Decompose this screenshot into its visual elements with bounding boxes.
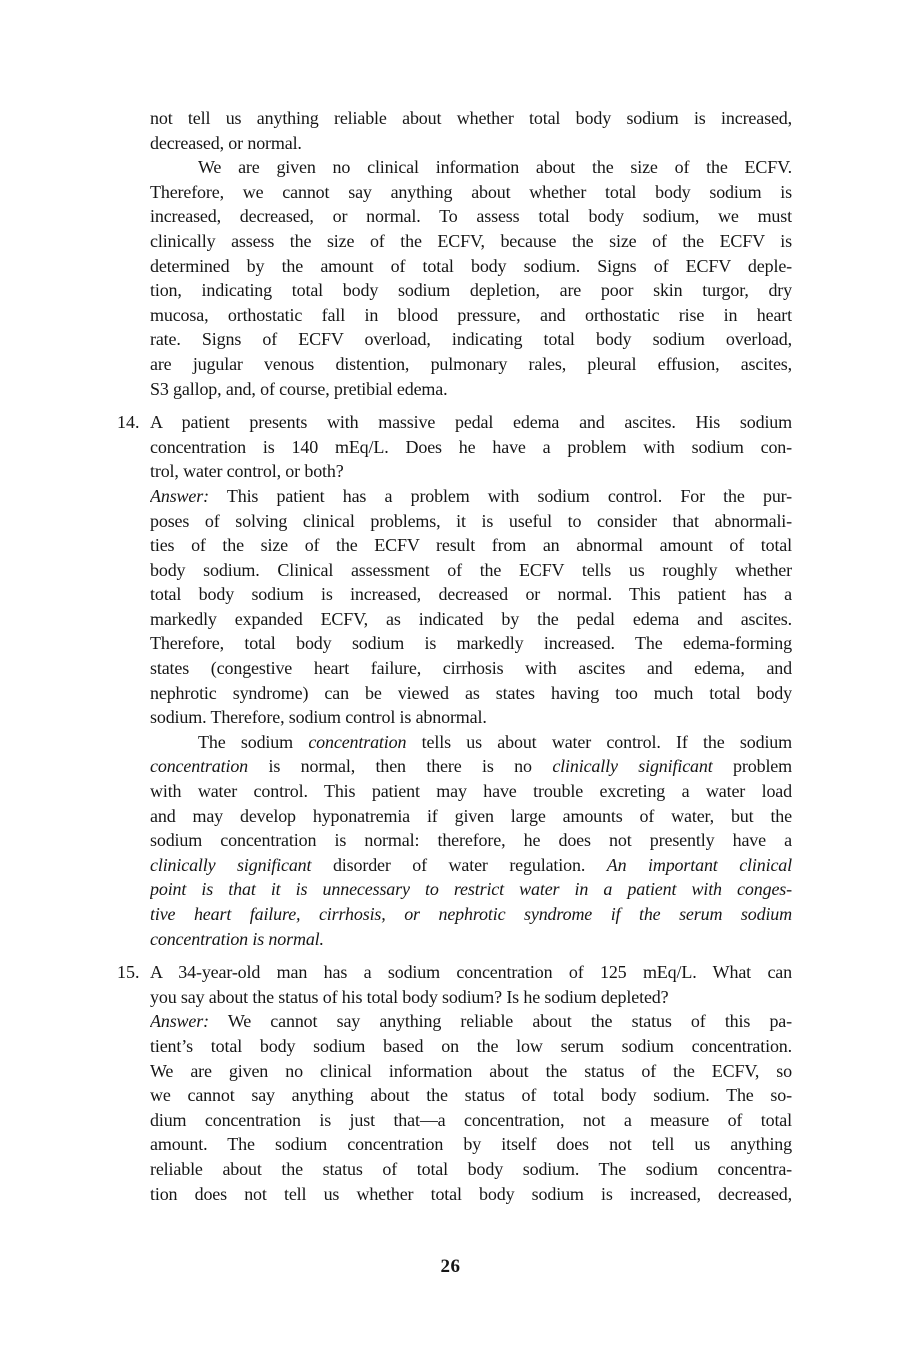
text-segment: we cannot say anything about the status of total body sodium. The so- bbox=[150, 1085, 792, 1106]
text-line bbox=[150, 1108, 792, 1133]
text-line bbox=[150, 106, 792, 131]
text-segment: sodium concentration is normal: therefore, he does not presently have a bbox=[150, 830, 792, 851]
italic-text-segment: concentration bbox=[150, 756, 249, 777]
text-line bbox=[150, 1182, 792, 1207]
text-line bbox=[150, 631, 792, 656]
italic-text-segment: clinically significant bbox=[552, 756, 713, 777]
text-segment: is normal, then there is no bbox=[248, 756, 553, 777]
text-segment: The sodium bbox=[198, 731, 309, 752]
text-line bbox=[150, 558, 792, 583]
text-segment: concentration is 140 mEq/L. Does he have a problem with sodium con- bbox=[150, 436, 792, 457]
italic-text-segment: An important clinical bbox=[606, 854, 792, 875]
text-line bbox=[150, 1009, 792, 1034]
text-line bbox=[150, 180, 792, 205]
text-line bbox=[150, 779, 792, 804]
text-line bbox=[150, 828, 792, 853]
text-segment: states (congestive heart failure, cirrhosis with ascites and edema, and bbox=[150, 658, 792, 679]
text-line bbox=[150, 754, 792, 779]
text-line bbox=[150, 484, 792, 509]
text-segment: determined by the amount of total body sodium. Signs of ECFV deple- bbox=[150, 255, 792, 276]
text-segment: We cannot say anything reliable about the status of this pa- bbox=[208, 1011, 792, 1032]
text-segment: not tell us anything reliable about whether total body sodium is increased, bbox=[150, 108, 792, 128]
text-segment: amount. The sodium concentration by itself does not tell us anything bbox=[150, 1134, 792, 1155]
text-segment: increased, decreased, or normal. To assess total body sodium, we must bbox=[150, 206, 792, 227]
text-segment: tion does not tell us whether total body sodium is increased, decreased, bbox=[150, 1183, 792, 1204]
text-segment: rate. Signs of ECFV overload, indicating total body sodium overload, bbox=[150, 329, 792, 350]
text-segment: S3 gallop, and, of course, pretibial edema. bbox=[150, 378, 448, 399]
text-line bbox=[150, 303, 792, 328]
text-segment: Therefore, we cannot say anything about whether total body sodium is bbox=[150, 181, 792, 202]
text-line bbox=[150, 681, 792, 706]
italic-text-segment: Answer: bbox=[150, 485, 209, 506]
italic-text-segment: clinically significant bbox=[150, 854, 312, 875]
text-segment: trol, water control, or both? bbox=[150, 461, 344, 482]
text-line bbox=[150, 804, 792, 829]
text-line bbox=[150, 327, 792, 352]
paragraph bbox=[150, 484, 792, 730]
paragraph bbox=[150, 155, 792, 401]
text-segment: We are given no clinical information about the size of the ECFV. bbox=[198, 157, 792, 178]
text-segment: tient’s total body sodium based on the low serum sodium concentration. bbox=[150, 1035, 792, 1056]
text-segment: A 34-year-old man has a sodium concentration of 125 mEq/L. What can bbox=[150, 962, 792, 983]
text-segment: poses of solving clinical problems, it is useful to consider that abnormali- bbox=[150, 510, 792, 531]
text-segment: total body sodium is increased, decreased or normal. This patient has a bbox=[150, 584, 792, 605]
text-segment: body sodium. Clinical assessment of the ECFV tells us roughly whether bbox=[150, 559, 792, 580]
text-line bbox=[150, 960, 792, 985]
italic-text-segment: concentration bbox=[308, 731, 407, 752]
text-line bbox=[150, 352, 792, 377]
paragraph bbox=[150, 960, 792, 1009]
text-line bbox=[150, 410, 792, 435]
paragraph bbox=[150, 410, 792, 484]
text-segment: nephrotic syndrome) can be viewed as states having too much total body bbox=[150, 682, 792, 703]
text-line bbox=[150, 155, 792, 180]
text-line bbox=[150, 254, 792, 279]
text-segment: tells us about water control. If the sodium bbox=[406, 731, 792, 752]
text-line bbox=[150, 985, 792, 1010]
text-line bbox=[150, 1132, 792, 1157]
text-segment: and may develop hyponatremia if given large amounts of water, but the bbox=[150, 805, 792, 826]
text-segment: disorder of water regulation. bbox=[311, 854, 607, 875]
text-line bbox=[150, 278, 792, 303]
text-line bbox=[150, 377, 792, 402]
text-segment: decreased, or normal. bbox=[150, 132, 302, 153]
text-segment: problem bbox=[712, 756, 792, 777]
text-line bbox=[150, 204, 792, 229]
text-line bbox=[150, 229, 792, 254]
text-line bbox=[150, 656, 792, 681]
text-line bbox=[150, 533, 792, 558]
text-line bbox=[150, 877, 792, 902]
text-segment: This patient has a problem with sodium control. For the pur- bbox=[208, 485, 792, 506]
text-segment: markedly expanded ECFV, as indicated by the pedal edema and ascites. bbox=[150, 608, 792, 629]
text-line bbox=[150, 1034, 792, 1059]
paragraph bbox=[150, 1009, 792, 1206]
text-line bbox=[150, 1157, 792, 1182]
numbered-item bbox=[117, 960, 792, 1206]
text-line bbox=[150, 853, 792, 878]
list-item-number: 15. bbox=[117, 962, 140, 983]
text-line bbox=[150, 902, 792, 927]
text-line bbox=[150, 927, 792, 952]
page-number: 26 bbox=[440, 1256, 461, 1277]
italic-text-segment: point is that it is unnecessary to restrict water in a patient with conges- bbox=[150, 879, 792, 900]
text-line bbox=[150, 607, 792, 632]
page-body bbox=[117, 106, 792, 1206]
text-line bbox=[150, 509, 792, 534]
text-line bbox=[150, 1059, 792, 1084]
paragraph bbox=[150, 730, 792, 951]
text-line bbox=[150, 730, 792, 755]
text-segment: dium concentration is just that—a concentration, not a measure of total bbox=[150, 1109, 792, 1130]
text-segment: A patient presents with massive pedal edema and ascites. His sodium bbox=[150, 412, 792, 433]
text-segment: are jugular venous distention, pulmonary rales, pleural effusion, ascites, bbox=[150, 353, 792, 374]
text-line bbox=[150, 1083, 792, 1108]
text-segment: We are given no clinical information about the status of the ECFV, so bbox=[150, 1060, 792, 1081]
italic-text-segment: concentration is normal. bbox=[150, 928, 324, 949]
text-segment: sodium. Therefore, sodium control is abnormal. bbox=[150, 707, 487, 728]
text-line bbox=[150, 435, 792, 460]
text-line bbox=[150, 459, 792, 484]
text-block bbox=[150, 106, 792, 401]
text-segment: reliable about the status of total body sodium. The sodium concentra- bbox=[150, 1158, 792, 1179]
text-segment: clinically assess the size of the ECFV, because the size of the ECFV is bbox=[150, 230, 792, 251]
italic-text-segment: Answer: bbox=[150, 1011, 209, 1032]
paragraph bbox=[150, 106, 792, 155]
numbered-item bbox=[117, 410, 792, 951]
text-segment: you say about the status of his total body sodium? Is he sodium depleted? bbox=[150, 986, 669, 1007]
text-line bbox=[150, 705, 792, 730]
italic-text-segment: tive heart failure, cirrhosis, or nephrotic syndrome if the serum sodium bbox=[150, 904, 792, 924]
text-segment: mucosa, orthostatic fall in blood pressure, and orthostatic rise in heart bbox=[150, 304, 792, 325]
text-line bbox=[150, 131, 792, 156]
list-item-number: 14. bbox=[117, 412, 140, 433]
text-segment: Therefore, total body sodium is markedly increased. The edema-forming bbox=[150, 633, 792, 654]
text-line bbox=[150, 582, 792, 607]
text-segment: tion, indicating total body sodium depletion, are poor skin turgor, dry bbox=[150, 280, 792, 301]
text-segment: ties of the size of the ECFV result from an abnormal amount of total bbox=[150, 535, 792, 556]
text-segment: with water control. This patient may have trouble excreting a water load bbox=[150, 781, 792, 802]
